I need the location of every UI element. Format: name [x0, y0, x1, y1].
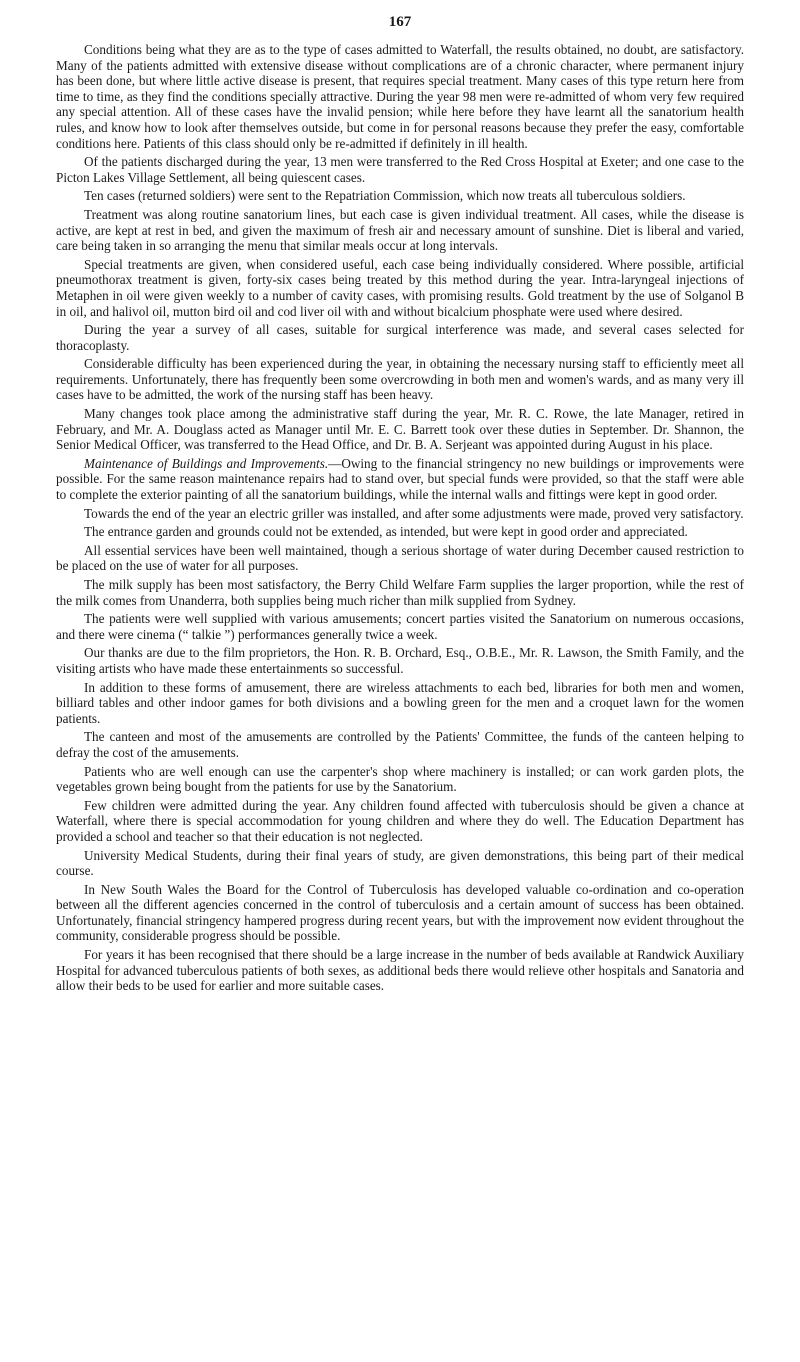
paragraph-9	[56, 456, 744, 503]
paragraph-8: Many changes took place among the administrative staff during the year, Mr. R. C. Rowe, the late Manager, retired in February, and Mr. A. Douglass acted as Manager until Mr. E. C. Barrett took over these duties in September. Dr. Shannon, the Senior Medical Officer, was transferred to the Head Office, and Dr. B. A. Serjeant was appointed during August in his place.	[56, 406, 744, 453]
paragraph-20: University Medical Students, during their final years of study, are given demonstrations, this being part of their medical course.	[56, 847, 744, 879]
paragraph-16: In addition to these forms of amusement, there are wireless attachments to each bed, libraries for both men and women, billiard tables and other indoor games for both divisions and a bowling green for the men and a croquet lawn for the women patients.	[56, 679, 744, 726]
paragraph-2: Of the patients discharged during the year, 13 men were transferred to the Red Cross Hospital at Exeter; and one case to the Picton Lakes Village Settlement, all being quiescent cases.	[56, 154, 744, 185]
paragraph-5: Special treatments are given, when considered useful, each case being individually considered. Where possible, artificial pneumothorax treatment is given, forty-six cases being treated by this method during the year. Intra-laryngeal injections of Metaphen in oil were given weekly to a number of cavity cases, with promising results. Gold treatment by the use of Solganol B in oil, and halivol oil, mutton bird oil and cod liver oil with and without bicalcium phosphate were used where desired.	[56, 256, 744, 319]
document-body	[56, 42, 744, 997]
paragraph-13: The milk supply has been most satisfactory, the Berry Child Welfare Farm supplies the larger proportion, while the rest of the milk comes from Unanderra, both supplies being much richer than milk supplied from Sydney.	[56, 577, 744, 608]
paragraph-18: Patients who are well enough can use the carpenter's shop where machinery is installed; or can work garden plots, the vegetables grown being bought from the patients for use by the Sanatorium.	[56, 763, 744, 795]
paragraph-17: The canteen and most of the amusements are controlled by the Patients' Committee, the funds of the canteen helping to defray the cost of the amusements.	[56, 729, 744, 760]
paragraph-22: For years it has been recognised that there should be a large increase in the number of beds available at Randwick Auxiliary Hospital for advanced tuberculous patients of both sexes, as additional beds there would relieve other hospitals and Sanatoria and allow their beds to be used for earlier and more suitable cases.	[56, 947, 744, 994]
paragraph-14: The patients were well supplied with various amusements; concert parties visited the Sanatorium on numerous occasions, and there were cinema (“ talkie ”) performances generally twice a week.	[56, 611, 744, 642]
paragraph-12: All essential services have been well maintained, though a serious shortage of water during December caused restriction to be placed on the use of water for all purposes.	[56, 542, 744, 574]
paragraph-15: Our thanks are due to the film proprietors, the Hon. R. B. Orchard, Esq., O.B.E., Mr. R. Lawson, the Smith Family, and the visiting artists who have made these entertainments so successful.	[56, 645, 744, 676]
paragraph-3: Ten cases (returned soldiers) were sent to the Repatriation Commission, which now treats all tuberculous soldiers.	[84, 188, 686, 204]
section-heading: Maintenance of Buildings and Improvements.	[84, 455, 329, 471]
paragraph-10: Towards the end of the year an electric griller was installed, and after some adjustments were made, proved very satisfactory.	[84, 505, 744, 521]
paragraph-21: In New South Wales the Board for the Control of Tuberculosis has developed valuable co-ordination and co-operation between all the different agencies concerned in the control of tuberculosis and a certain amount of success has been obtained. Unfortunately, financial stringency hampered progress during recent years, but with the improvement now evident throughout the community, considerable progress should be possible.	[56, 881, 744, 944]
paragraph-11: The entrance garden and grounds could not be extended, as intended, but were kept in good order and appreciated.	[84, 524, 688, 540]
paragraph-19: Few children were admitted during the year. Any children found affected with tuberculosis should be given a chance at Waterfall, where there is special accommodation for young children and where they do well. The Education Department has provided a school and teacher so that their education is not neglected.	[56, 797, 744, 844]
page-number: 167	[388, 14, 412, 30]
paragraph-6: During the year a survey of all cases, suitable for surgical interference was made, and several cases selected for thoracoplasty.	[56, 322, 744, 353]
paragraph-4: Treatment was along routine sanatorium lines, but each case is given individual treatment. All cases, while the disease is active, are kept at rest in bed, and given the maximum of fresh air and necessary amount of sunshine. Diet is liberal and varied, care being taken in so arranging the menu that similar meals occur at long intervals.	[56, 206, 744, 254]
paragraph-1: Conditions being what they are as to the type of cases admitted to Waterfall, the results obtained, no doubt, are satisfactory. Many of the patients admitted with extensive disease without complications are of a chronic character, where permanent injury has been done, but where little active disease is present, that requires special treatment. Many cases of this type return here from time to time, as they find the conditions specially attractive. During the year 98 men were re-admitted of whom very few required any special attention. All of these cases have the invalid pension; while here before they have learnt all the sanatorium health rules, and know how to look after themselves outside, but come in for personal reasons because they prefer the easy, comfortable conditions here. Patients of this class should only be re-admitted if definitely in ill health.	[56, 42, 744, 151]
paragraph-7: Considerable difficulty has been experienced during the year, in obtaining the necessary nursing staff to efficiently meet all requirements. Unfortunately, there has frequently been some overcrowding in both men and women's wards, and as many very ill cases have to be admitted, the work of the nursing staff has been heavy.	[56, 356, 744, 403]
paragraph-9-text: —Owing to the financial stringency no new buildings or improvements were possible. For the same reason maintenance repairs had to stand over, but special funds were provided, so that the staff were able to complete the exterior painting of all the sanatorium buildings, while the internal walls and fittings were kept in good order.	[56, 455, 744, 503]
